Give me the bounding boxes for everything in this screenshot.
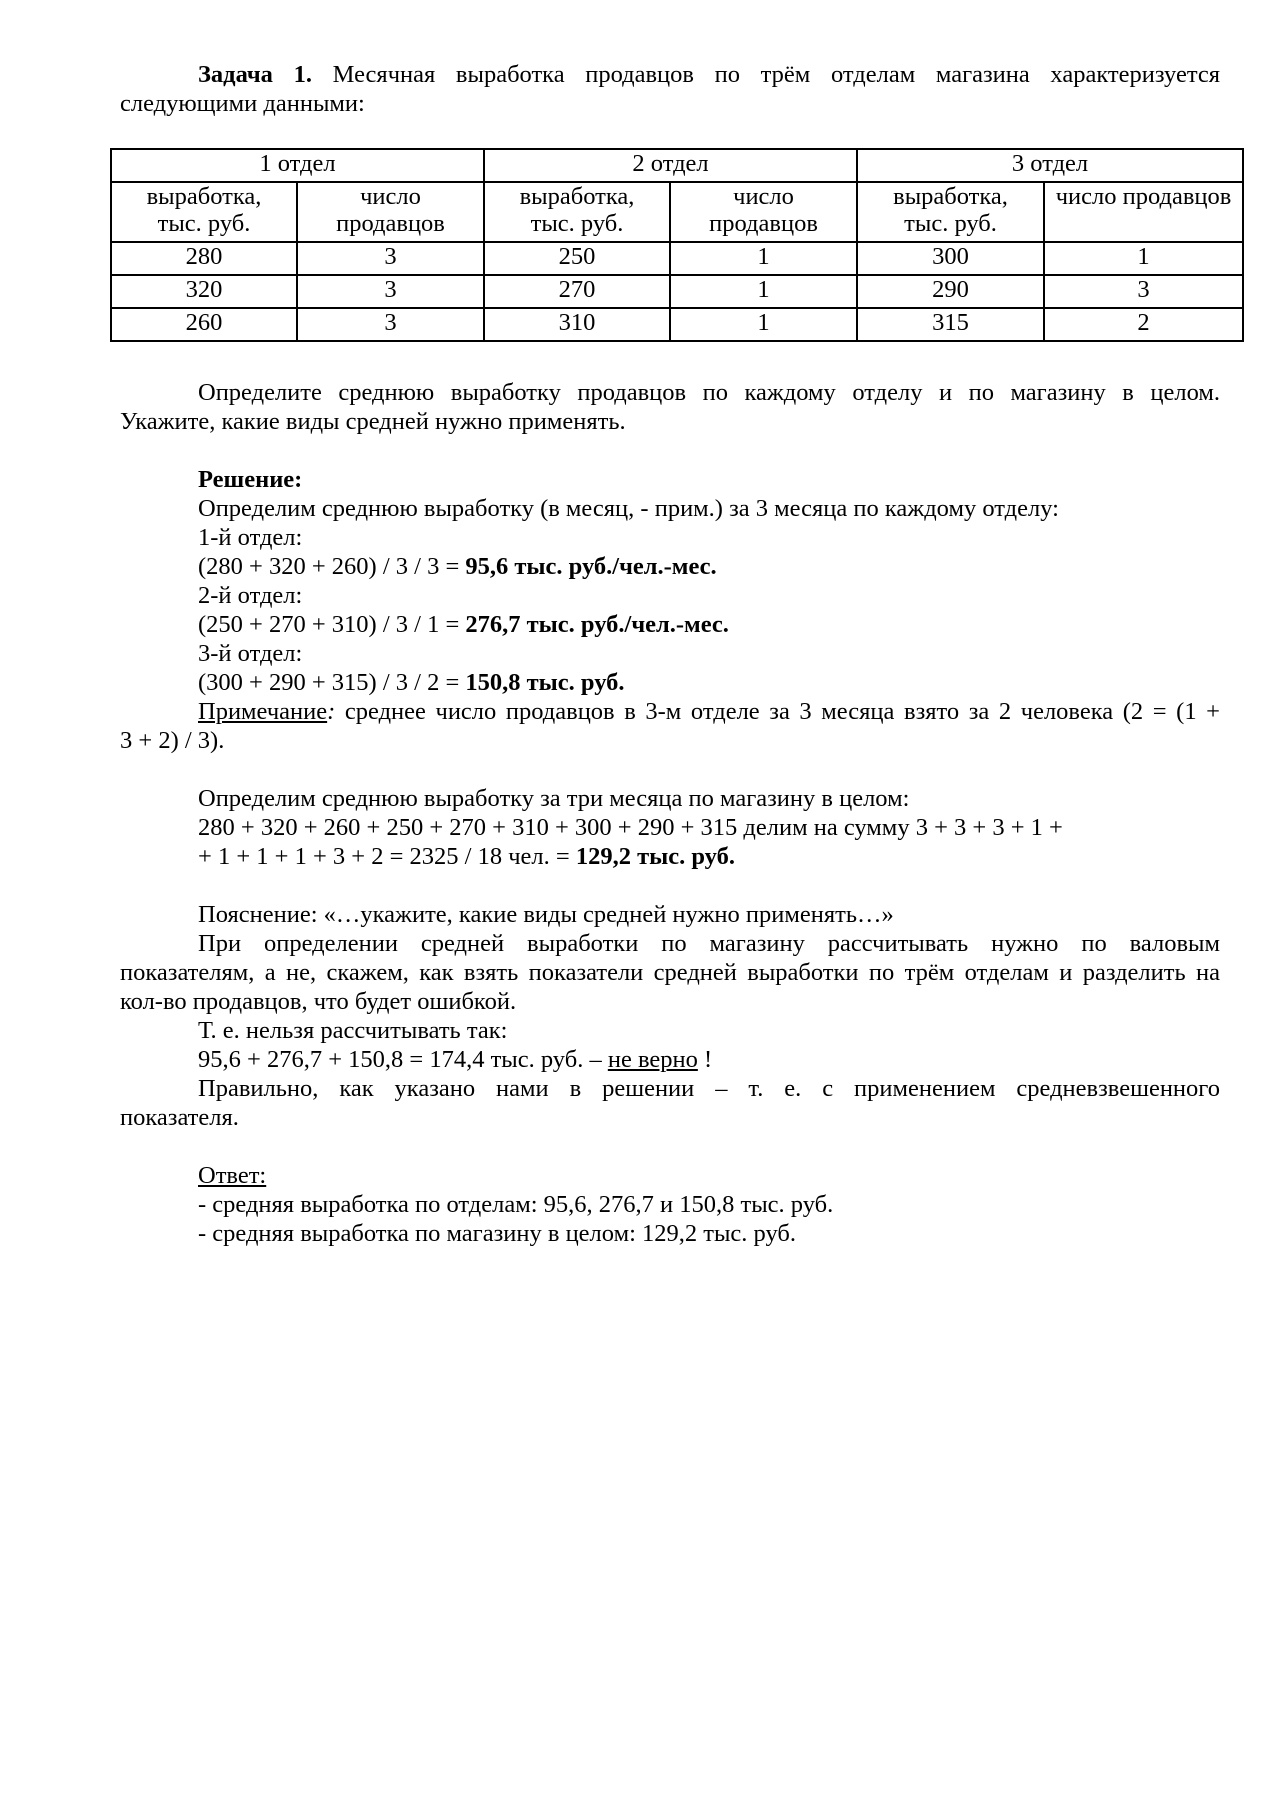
explanation-heading: Пояснение: «…укажите, какие виды средней нужно применять…» <box>198 901 894 928</box>
subheader-output: выработка, тыс. руб. <box>857 182 1044 242</box>
task-statement <box>120 60 1220 118</box>
table-cell: 270 <box>484 275 670 308</box>
table-cell: 315 <box>857 308 1044 341</box>
dept3-formula: (300 + 290 + 315) / 3 / 2 = 150,8 тыс. руб. <box>198 669 625 696</box>
wrong-formula: 95,6 + 276,7 + 150,8 = 174,4 тыс. руб. – не верно ! <box>198 1046 713 1073</box>
dept3-label: 3-й отдел: <box>198 640 303 667</box>
subheader-output: выработка, тыс. руб. <box>111 182 297 242</box>
answer-line-1: - средняя выработка по отделам: 95,6, 276,7 и 150,8 тыс. руб. <box>198 1191 834 1218</box>
dept1-label: 1-й отдел: <box>198 524 303 551</box>
table-row <box>111 275 1243 308</box>
subheader-output: выработка, тыс. руб. <box>484 182 670 242</box>
note-line-1: Примечание: среднее число продавцов в 3-м отделе за 3 месяца взято за 2 человека (2 = (1 + <box>198 698 1220 725</box>
task-line-1 <box>120 60 1220 89</box>
subheader-sellers: число продавцов <box>1044 182 1243 242</box>
table-cell: 310 <box>484 308 670 341</box>
table-cell: 3 <box>297 308 484 341</box>
sales-table <box>110 148 1244 342</box>
store-line-1: 280 + 320 + 260 + 250 + 270 + 310 + 300 + 290 + 315 делим на сумму 3 + 3 + 3 + 1 + <box>198 814 1063 841</box>
table-group-header-row <box>111 149 1243 182</box>
table-cell: 320 <box>111 275 297 308</box>
table-cell: 3 <box>1044 275 1243 308</box>
wrong-intro: Т. е. нельзя рассчитывать так: <box>198 1017 508 1044</box>
explanation-line-2: показателям, а не, скажем, как взять показатели средней выработки по трём отделам и разделить на <box>120 959 1220 986</box>
subheader-sellers: число продавцов <box>670 182 857 242</box>
group-header-dept1: 1 отдел <box>111 149 484 182</box>
table-row <box>111 242 1243 275</box>
dept2-formula: (250 + 270 + 310) / 3 / 1 = 276,7 тыс. руб./чел.-мес. <box>198 611 729 638</box>
task-label: Задача 1. <box>198 61 312 88</box>
question-line-1: Определите среднюю выработку продавцов по каждому отделу и по магазину в целом. <box>198 379 1220 406</box>
table-subheader-row <box>111 182 1243 242</box>
table-cell: 1 <box>670 242 857 275</box>
table-cell: 1 <box>670 308 857 341</box>
subheader-sellers: число продавцов <box>297 182 484 242</box>
table-cell: 300 <box>857 242 1044 275</box>
document-body <box>120 378 1220 1248</box>
solution-intro: Определим среднюю выработку (в месяц, - прим.) за 3 месяца по каждому отделу: <box>198 495 1059 522</box>
right-line-1: Правильно, как указано нами в решении – т. е. с применением средневзвешенного <box>198 1075 1220 1102</box>
table-cell: 1 <box>1044 242 1243 275</box>
table-cell: 280 <box>111 242 297 275</box>
table-cell: 3 <box>297 242 484 275</box>
group-header-dept2: 2 отдел <box>484 149 857 182</box>
table-cell: 260 <box>111 308 297 341</box>
answer-line-2: - средняя выработка по магазину в целом: 129,2 тыс. руб. <box>198 1220 796 1247</box>
explanation-line-1: При определении средней выработки по магазину рассчитывать нужно по валовым <box>198 930 1220 957</box>
store-line-2: + 1 + 1 + 1 + 3 + 2 = 2325 / 18 чел. = 129,2 тыс. руб. <box>198 843 735 870</box>
question-line-2: Укажите, какие виды средней нужно применять. <box>120 408 626 435</box>
right-line-2: показателя. <box>120 1104 239 1131</box>
store-intro: Определим среднюю выработку за три месяца по магазину в целом: <box>198 785 910 812</box>
explanation-line-3: кол-во продавцов, что будет ошибкой. <box>120 988 517 1015</box>
task-line-2: следующими данными: <box>120 90 365 117</box>
task-text-1: Месячная выработка продавцов по трём отделам магазина характеризуется <box>332 61 1220 88</box>
group-header-dept3: 3 отдел <box>857 149 1243 182</box>
table-cell: 290 <box>857 275 1044 308</box>
solution-heading: Решение: <box>198 466 303 493</box>
table-cell: 2 <box>1044 308 1243 341</box>
table-cell: 3 <box>297 275 484 308</box>
dept2-label: 2-й отдел: <box>198 582 303 609</box>
dept1-formula: (280 + 320 + 260) / 3 / 3 = 95,6 тыс. руб./чел.-мес. <box>198 553 717 580</box>
table-cell: 1 <box>670 275 857 308</box>
table-row <box>111 308 1243 341</box>
answer-heading: Ответ: <box>198 1162 267 1189</box>
table-cell: 250 <box>484 242 670 275</box>
note-line-2: 3 + 2) / 3). <box>120 727 225 754</box>
